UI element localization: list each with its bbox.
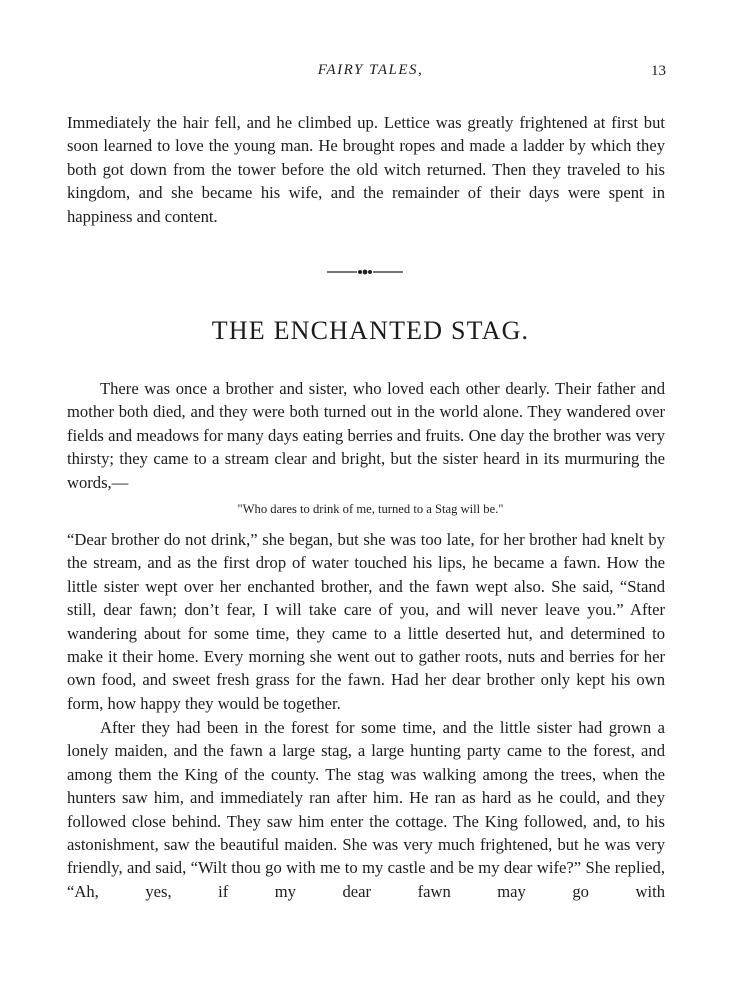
running-header-title: FAIRY TALES, — [317, 62, 424, 78]
intro-paragraph: Immediately the hair fell, and he climbed up. Lettice was greatly frightened at first but soon learned to love the young man. He brought ropes and made a ladder by which they both got down from the tower before the old witch returned. Then they traveled to his kingdom, and she became his wife, and the remainder of their days were spent in happiness and content. — [67, 113, 665, 226]
story-paragraph-2: “Dear brother do not drink,” she began, but she was too late, for her brother had knelt by the stream, and as the first drop of water touched his lips, he became a fawn. How the little sister wept over her enchanted brother, and the fawn wept also. She said, “Stand still, dear fawn; don’t fear, I will take care of you, and will never leave you.” After wandering about for some time, they came to a little deserted hut, and determined to make it their home. Every morning she went out to gather roots, nuts and berries for her own food, and sweet fresh grass for the fawn. Had her dear brother only kept his own form, how happy they would be together. — [67, 530, 665, 713]
page-number: 13 — [651, 63, 666, 79]
story-title: THE ENCHANTED STAG. — [211, 316, 530, 345]
section-divider-ornament — [327, 266, 403, 278]
story-paragraph-3: After they had been in the forest for some time, and the little sister had grown a lonely maiden, and the fawn a large stag, a large hunting party came to the forest, and among them the King of the county. The stag was walking among the trees, when the hunters saw him, and immediately ran after him. He ran as hard as he could, and they followed close behind. They saw him enter the cottage. The King followed, and, to his astonishment, saw the beautiful maiden. She was very much frightened, but he was very friendly, and said, “Wilt thou go with me to my castle and be my dear wife?” She replied, “Ah, yes, if my dear fawn may go with — [67, 718, 665, 901]
story-paragraph-1: There was once a brother and sister, who loved each other dearly. Their father and mother both died, and they were both turned out in the world alone. They wandered over fields and meadows for many days eating berries and fruits. One day the brother was very thirsty; they came to a stream clear and bright, but the sister heard in its murmuring the words,— — [67, 379, 665, 492]
verse-quote: "Who dares to drink of me, turned to a Stag will be." — [237, 502, 504, 516]
